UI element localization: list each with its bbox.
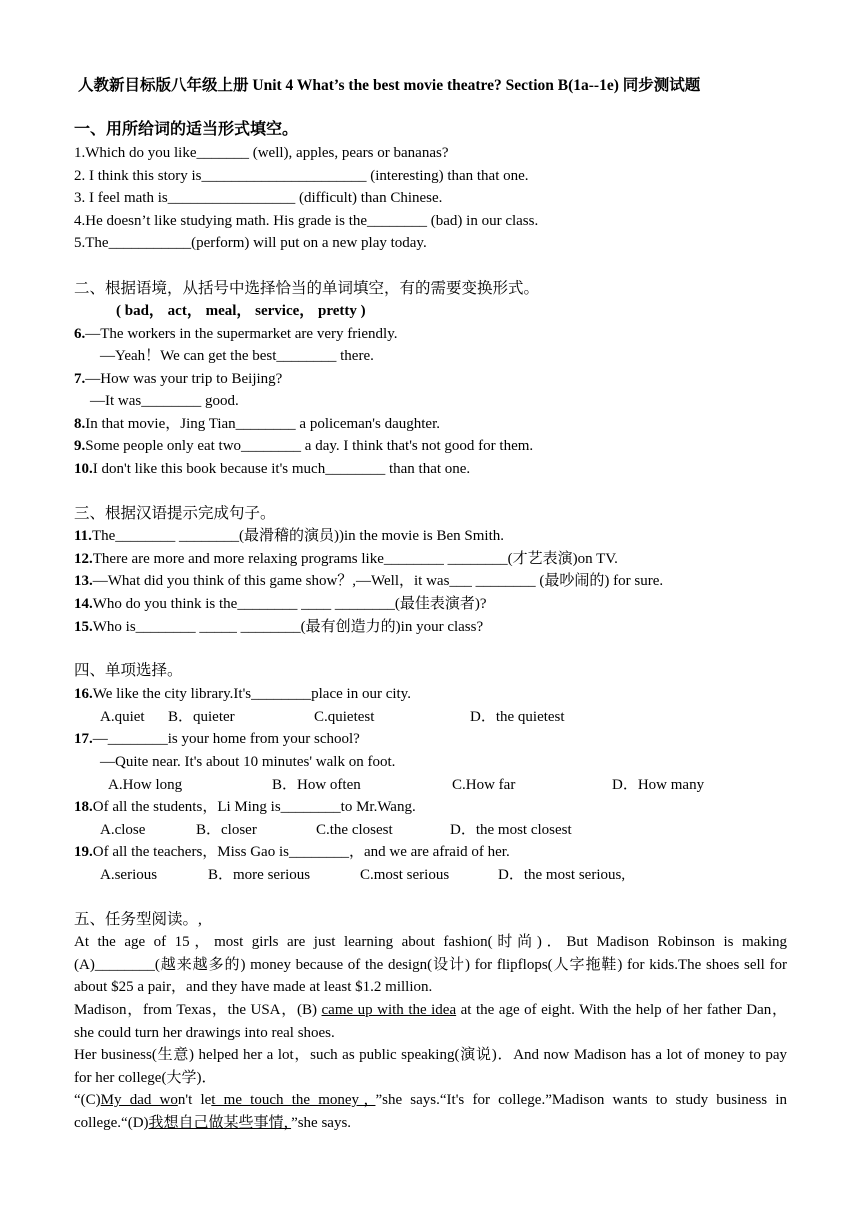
question-17-options bbox=[108, 775, 704, 795]
option-c: C.most serious bbox=[360, 867, 450, 883]
option-d: D．How many bbox=[612, 777, 705, 793]
question-5: 5.The___________(perform) will put on a new play today. bbox=[74, 235, 427, 251]
question-19 bbox=[74, 842, 510, 862]
reading-paragraph-4 bbox=[74, 1089, 787, 1134]
reading-text: “(C) bbox=[74, 1092, 101, 1108]
question-text: Who do you think is the________ ____ ________(最佳表演者)? bbox=[92, 596, 487, 612]
question-6-reply: —Yeah！We can get the best________ there. bbox=[100, 348, 374, 364]
question-number: 7. bbox=[74, 371, 86, 387]
option-b: B．closer bbox=[196, 822, 257, 838]
option-c: C.the closest bbox=[316, 822, 393, 838]
question-14 bbox=[74, 594, 486, 614]
section-4-heading: 四、单项选择。 bbox=[74, 662, 183, 679]
question-text: I don't like this book because it's much________ than that one. bbox=[92, 461, 471, 477]
question-15 bbox=[74, 617, 483, 637]
question-number: 9. bbox=[74, 438, 86, 454]
question-number: 11. bbox=[74, 528, 92, 544]
underlined-phrase-b: came up with the idea bbox=[321, 1002, 457, 1018]
underlined-sentence-c-part2: t me touch the money， bbox=[211, 1092, 376, 1108]
question-18-options bbox=[100, 820, 572, 840]
reading-text: at the age of eight. With the help of her father Dan，she could turn her drawings into real shoes. bbox=[74, 1002, 787, 1041]
question-number: 17. bbox=[74, 731, 93, 747]
question-16 bbox=[74, 684, 411, 704]
question-11 bbox=[74, 526, 504, 546]
question-number: 13. bbox=[74, 573, 93, 589]
option-c: C.quietest bbox=[314, 709, 375, 725]
question-text: Of all the students，Li Ming is________to Mr.Wang. bbox=[92, 799, 416, 815]
worksheet-title: 人教新目标版八年级上册 Unit 4 What’s the best movie theatre? Section B(1a--1e) 同步测试题 bbox=[78, 77, 701, 94]
question-17 bbox=[74, 729, 360, 749]
reading-text: Madison，from Texas，the USA，(B) bbox=[74, 1002, 322, 1018]
question-16-options bbox=[100, 707, 565, 727]
question-number: 8. bbox=[74, 416, 86, 432]
question-number: 6. bbox=[74, 326, 86, 342]
option-b: B．more serious bbox=[208, 867, 311, 883]
underlined-sentence-c-part1: My dad wo bbox=[100, 1092, 178, 1108]
question-1: 1.Which do you like_______ (well), apples, pears or bananas? bbox=[74, 145, 449, 161]
question-text: We like the city library.It's________place in our city. bbox=[92, 686, 411, 702]
question-number: 14. bbox=[74, 596, 93, 612]
question-text: Some people only eat two________ a day. I think that's not good for them. bbox=[85, 438, 534, 454]
question-text: Who is________ _____ ________(最有创造力的)in your class? bbox=[92, 619, 484, 635]
question-text: —The workers in the supermarket are very friendly. bbox=[85, 326, 398, 342]
question-number: 18. bbox=[74, 799, 93, 815]
underlined-sentence-d: 我想自己做某些事情， bbox=[148, 1114, 292, 1131]
option-d: D．the most closest bbox=[450, 822, 572, 838]
option-d: D．the most serious, bbox=[498, 867, 626, 883]
section-3-heading: 三、根据汉语提示完成句子。 bbox=[74, 505, 276, 522]
reading-paragraph-1: At the age of 15，most girls are just learning about fashion(时尚)．But Madison Robinson is making (A)________(越来越多的) money because of the design(设计) for flipflops(人字拖鞋) for kids.The shoes sell for about $25 a pair，and they have made at least $1.2 million. bbox=[74, 934, 787, 996]
question-text: —What did you think of this game show？,—Well，it was___ ________ (最吵闹的) for sure. bbox=[92, 573, 664, 589]
option-b: B．quieter bbox=[168, 709, 235, 725]
question-number: 12. bbox=[74, 551, 93, 567]
question-text: There are more and more relaxing programs like________ ________(才艺表演)on TV. bbox=[92, 551, 618, 567]
question-17-reply: —Quite near. It's about 10 minutes' walk on foot. bbox=[100, 754, 396, 770]
reading-text: ”she says.“It's for college.”Madison wants to study business in college.“(D) bbox=[74, 1092, 788, 1131]
question-number: 15. bbox=[74, 619, 93, 635]
question-text: —________is your home from your school? bbox=[92, 731, 360, 747]
section-2-heading: 二、根据语境，从括号中选择恰当的单词填空，有的需要变换形式。 bbox=[74, 280, 540, 297]
option-c: C.How far bbox=[452, 777, 516, 793]
section-5-heading: 五、任务型阅读。, bbox=[74, 911, 202, 928]
question-6 bbox=[74, 324, 398, 344]
reading-text: n't le bbox=[177, 1092, 212, 1108]
question-text: Of all the teachers，Miss Gao is________，and we are afraid of her. bbox=[92, 844, 510, 860]
question-text: —How was your trip to Beijing? bbox=[85, 371, 283, 387]
question-text: The________ ________(最滑稽的演员))in the movie is Ben Smith. bbox=[91, 528, 504, 544]
question-8 bbox=[74, 414, 440, 434]
reading-paragraph-2 bbox=[74, 999, 787, 1044]
option-a: A.close bbox=[100, 822, 146, 838]
reading-paragraph-3: Her business(生意) helped her a lot，such as public speaking(演说)．And now Madison has a lot of money to pay for her college(大学)． bbox=[74, 1047, 787, 1086]
option-b: B．How often bbox=[272, 777, 361, 793]
option-d: D．the quietest bbox=[470, 709, 565, 725]
question-3: 3. I feel math is_________________ (difficult) than Chinese. bbox=[74, 190, 443, 206]
question-19-options bbox=[100, 865, 625, 885]
section-1-heading: 一、用所给词的适当形式填空。 bbox=[74, 121, 299, 138]
word-box: ( bad， act， meal， service， pretty ) bbox=[116, 303, 366, 319]
question-12 bbox=[74, 549, 618, 569]
option-a: A.How long bbox=[108, 777, 183, 793]
reading-text: ”she says. bbox=[291, 1114, 352, 1131]
question-7 bbox=[74, 369, 282, 389]
question-10 bbox=[74, 459, 470, 479]
question-number: 10. bbox=[74, 461, 93, 477]
question-7-reply: —It was________ good. bbox=[90, 393, 239, 409]
question-18 bbox=[74, 797, 416, 817]
question-9 bbox=[74, 436, 533, 456]
question-number: 16. bbox=[74, 686, 93, 702]
question-number: 19. bbox=[74, 844, 93, 860]
question-2: 2. I think this story is______________________ (interesting) than that one. bbox=[74, 168, 529, 184]
option-a: A.quiet bbox=[100, 709, 145, 725]
option-a: A.serious bbox=[100, 867, 158, 883]
question-4: 4.He doesn’t like studying math. His grade is the________ (bad) in our class. bbox=[74, 213, 539, 229]
question-13 bbox=[74, 571, 663, 591]
question-text: In that movie，Jing Tian________ a policeman's daughter. bbox=[85, 416, 440, 432]
